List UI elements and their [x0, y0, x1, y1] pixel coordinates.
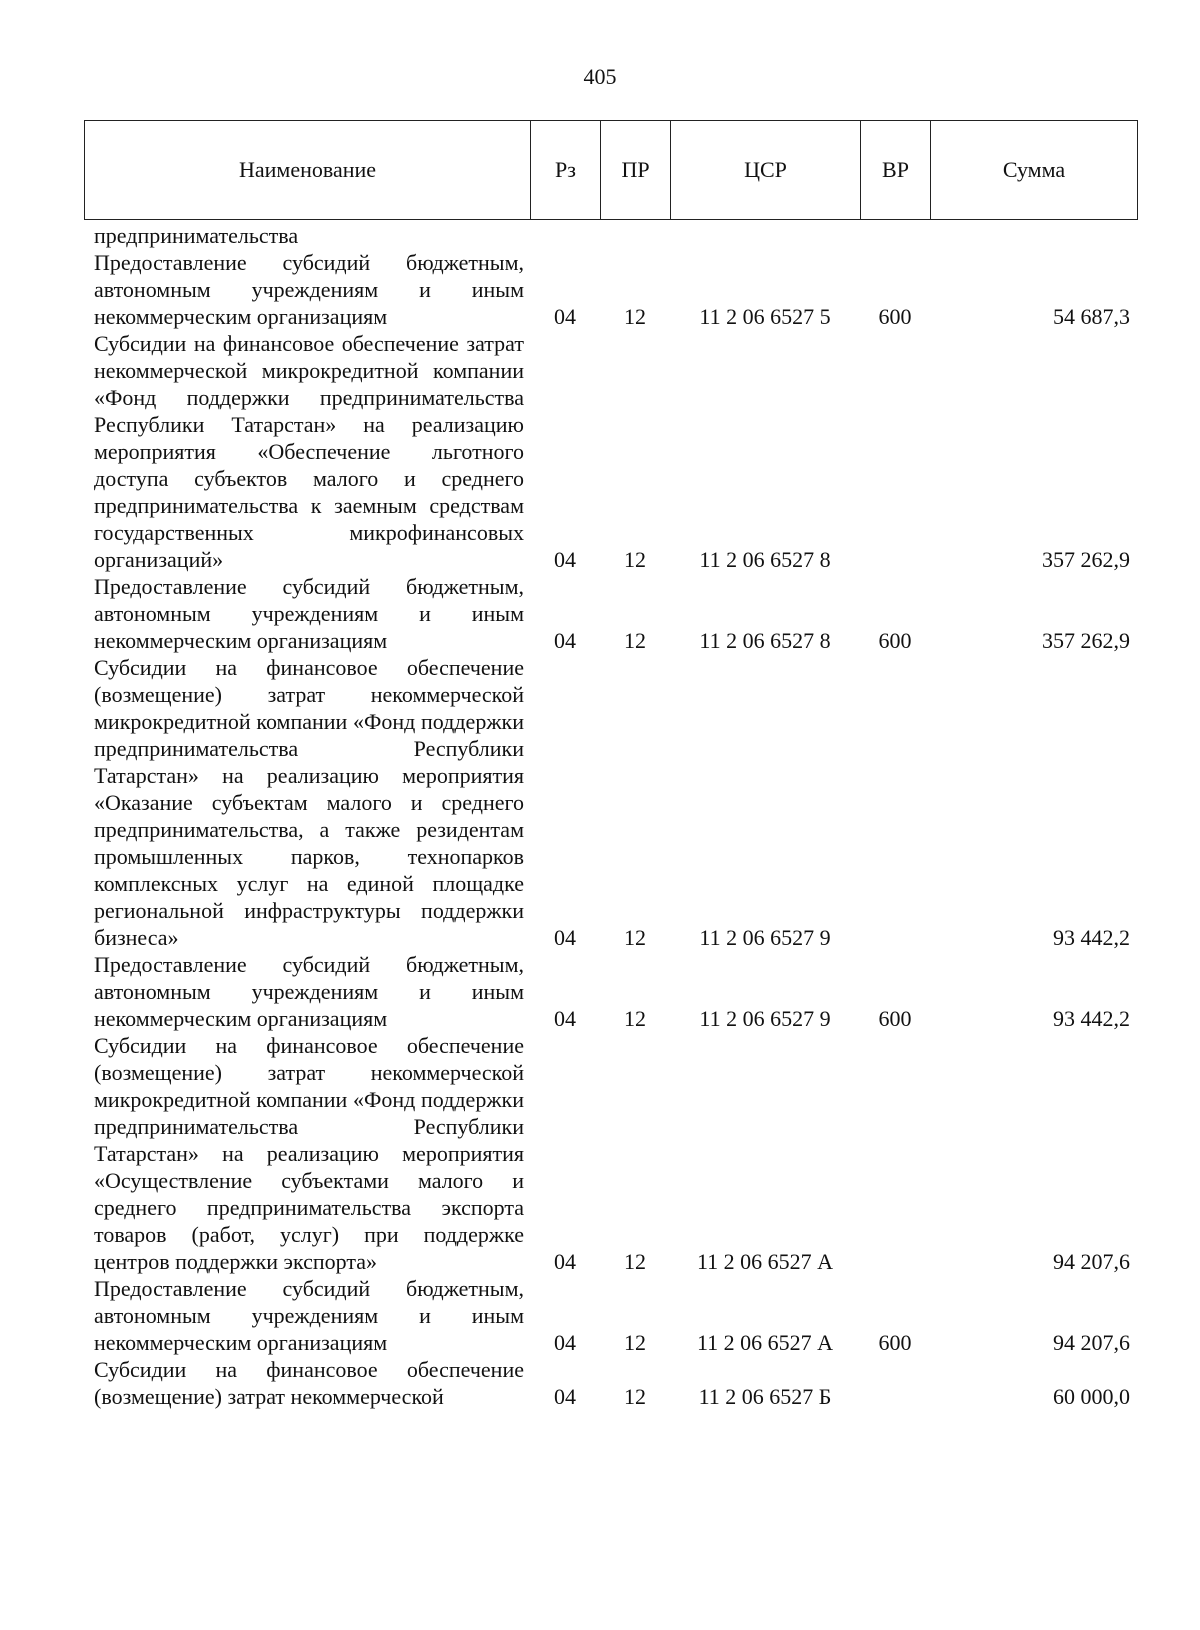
header-sum: Сумма	[1002, 157, 1066, 182]
row-rz: 04	[554, 304, 576, 329]
row-sum: 94 207,6	[1053, 1249, 1130, 1274]
table-row	[84, 1032, 1138, 1275]
row-pr: 12	[624, 1006, 646, 1031]
row-name: Предоставление субсидий бюджетным, автономным учреждениям и иным некоммерческим организациям	[94, 574, 524, 653]
table-row	[84, 654, 1138, 951]
table-row	[84, 222, 1138, 249]
row-name: Предоставление субсидий бюджетным, автономным учреждениям и иным некоммерческим организациям	[94, 952, 524, 1031]
row-name: Предоставление субсидий бюджетным, автономным учреждениям и иным некоммерческим организациям	[94, 1276, 524, 1355]
row-name: Предоставление субсидий бюджетным, автономным учреждениям и иным некоммерческим организациям	[94, 250, 524, 329]
row-csr: 11 2 06 6527 Б	[698, 1384, 832, 1409]
row-name: Субсидии на финансовое обеспечение (возмещение) затрат некоммерческой	[94, 1357, 524, 1409]
row-name: Субсидии на финансовое обеспечение (возмещение) затрат некоммерческой микрокредитной компании «Фонд поддержки предпринимательства Республики Татарстан» на реализацию мероприятия «Осуществление субъектами малого и среднего предпринимательства экспорта товаров (работ, услуг) при поддержке центров поддержки экспорта»	[94, 1033, 524, 1274]
header-pr: ПР	[601, 121, 671, 219]
row-vr: 600	[878, 1330, 912, 1355]
table-row	[84, 1275, 1138, 1356]
row-pr: 12	[624, 1384, 646, 1409]
row-sum: 93 442,2	[1053, 925, 1130, 950]
row-name: Субсидии на финансовое обеспечение (возмещение) затрат некоммерческой микрокредитной компании «Фонд поддержки предпринимательства Республики Татарстан» на реализацию мероприятия «Оказание субъектам малого и среднего предпринимательства, а также резидентам промышленных парков, технопарков комплексных услуг на единой площадке региональной инфраструктуры поддержки бизнеса»	[94, 655, 524, 950]
row-rz: 04	[554, 1249, 576, 1274]
row-csr: 11 2 06 6527 9	[699, 925, 831, 950]
row-csr: 11 2 06 6527 А	[696, 1249, 834, 1274]
row-rz: 04	[554, 925, 576, 950]
row-sum: 357 262,9	[1042, 628, 1130, 653]
row-pr: 12	[624, 1249, 646, 1274]
row-pr: 12	[624, 304, 646, 329]
row-pr: 12	[624, 925, 646, 950]
row-name: Субсидии на финансовое обеспечение затрат некоммерческой микрокредитной компании «Фонд поддержки предпринимательства Республики Татарстан» на реализацию мероприятия «Обеспечение льготного доступа субъектов малого и среднего предпринимательства к заемным средствам государственных микрофинансовых организаций»	[94, 331, 524, 572]
table-row	[84, 951, 1138, 1032]
table-row	[84, 330, 1138, 573]
row-rz: 04	[554, 1006, 576, 1031]
row-rz: 04	[554, 1384, 576, 1409]
row-rz: 04	[554, 1330, 576, 1355]
row-vr: 600	[878, 628, 912, 653]
row-rz: 04	[554, 628, 576, 653]
row-csr: 11 2 06 6527 5	[699, 304, 831, 329]
row-csr: 11 2 06 6527 8	[699, 628, 831, 653]
row-csr: 11 2 06 6527 А	[696, 1330, 834, 1355]
row-sum: 60 000,0	[1053, 1384, 1130, 1409]
header-csr: ЦСР	[671, 121, 861, 219]
table-body	[84, 222, 1138, 1410]
header-vr: ВР	[861, 121, 931, 219]
row-sum: 94 207,6	[1053, 1330, 1130, 1355]
row-rz: 04	[554, 547, 576, 572]
header-name: Наименование	[85, 121, 531, 219]
row-pr: 12	[624, 547, 646, 572]
row-csr: 11 2 06 6527 9	[699, 1006, 831, 1031]
row-vr: 600	[878, 1006, 912, 1031]
page-number: 405	[583, 64, 617, 89]
row-pr: 12	[624, 628, 646, 653]
row-sum: 357 262,9	[1042, 547, 1130, 572]
row-pr: 12	[624, 1330, 646, 1355]
header-rz: Рз	[531, 121, 601, 219]
row-sum: 93 442,2	[1053, 1006, 1130, 1031]
table-row	[84, 573, 1138, 654]
row-sum: 54 687,3	[1053, 304, 1130, 329]
row-name: предпринимательства	[94, 223, 299, 248]
table-row	[84, 249, 1138, 330]
row-csr: 11 2 06 6527 8	[699, 547, 831, 572]
table-header	[84, 120, 1138, 220]
table-row	[84, 1356, 1138, 1410]
row-vr: 600	[878, 304, 912, 329]
